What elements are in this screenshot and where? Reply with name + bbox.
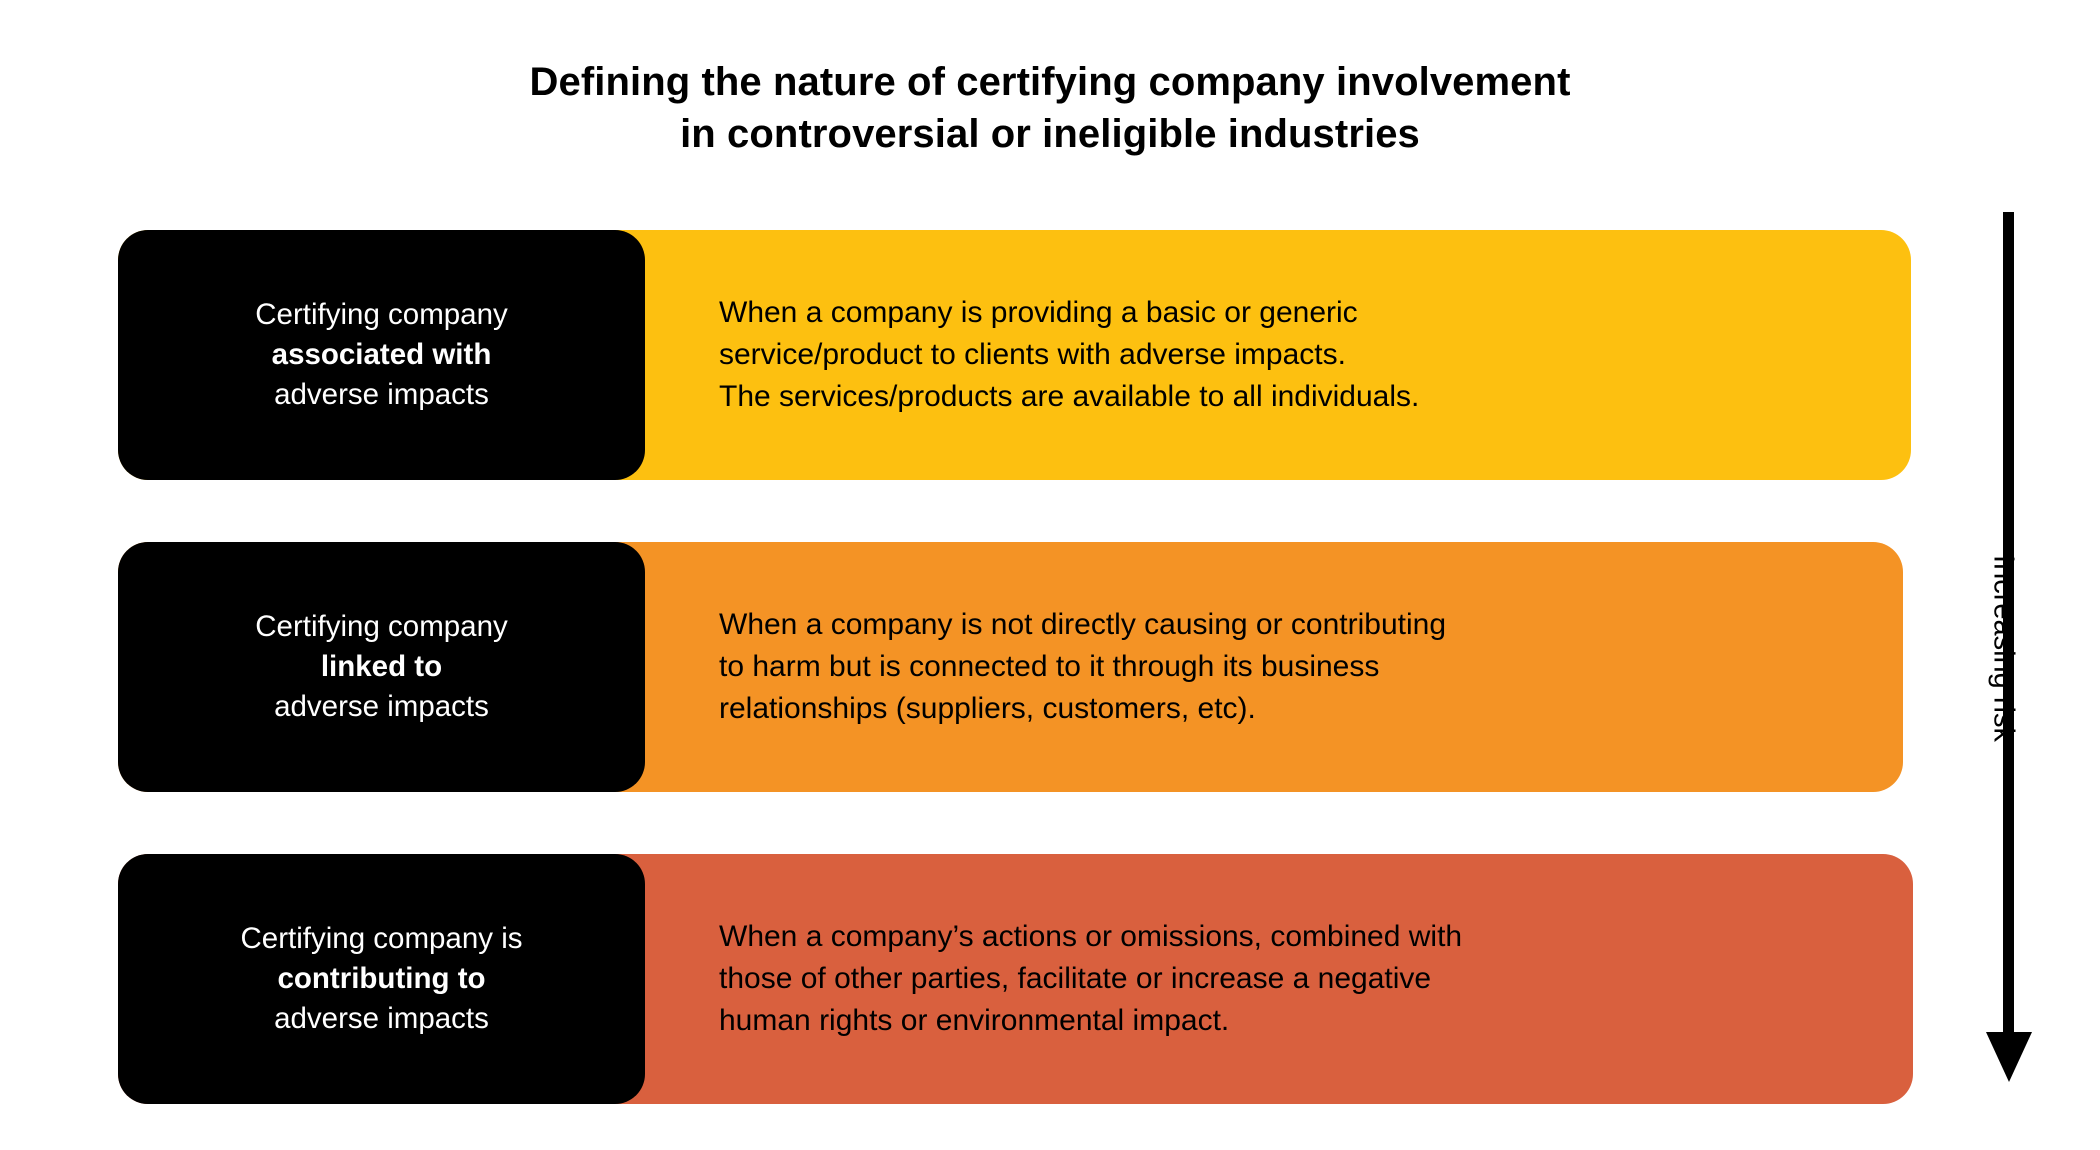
risk-row-associated-description-line-3: The services/products are available to all individuals. — [719, 380, 1420, 413]
page-title-line-1: Defining the nature of certifying company involvement — [529, 60, 1571, 104]
risk-row-linked — [118, 542, 1903, 792]
risk-row-associated-label-line-1: Certifying company — [255, 297, 508, 331]
page-title-line-2: in controversial or ineligible industries — [680, 112, 1420, 156]
risk-row-contributing-description — [645, 854, 1913, 1104]
risk-row-contributing-description-line-3: human rights or environmental impact. — [719, 1004, 1230, 1037]
risk-row-linked-label — [118, 542, 645, 792]
risk-row-contributing-label-line-2: contributing to — [277, 961, 486, 995]
page-title — [0, 56, 2100, 160]
increasing-risk-label: Increasing risk — [1987, 555, 2020, 742]
risk-row-linked-label-line-2: linked to — [320, 649, 443, 683]
risk-row-linked-description — [645, 542, 1903, 792]
risk-row-linked-description-line-1: When a company is not directly causing or contributing — [719, 608, 1447, 641]
risk-row-associated-label-line-3: adverse impacts — [274, 378, 489, 412]
risk-row-associated-description-line-1: When a company is providing a basic or generic — [719, 296, 1358, 329]
increasing-risk-arrow — [1975, 212, 2045, 1092]
risk-row-contributing-label — [118, 854, 645, 1104]
risk-row-associated — [118, 230, 1911, 480]
risk-row-associated-description — [645, 230, 1911, 480]
risk-row-contributing-label-line-3: adverse impacts — [274, 1002, 489, 1036]
risk-row-linked-description-line-3: relationships (suppliers, customers, etc). — [719, 692, 1256, 725]
risk-row-contributing — [118, 854, 1913, 1104]
risk-row-contributing-description-line-2: those of other parties, facilitate or increase a negative — [719, 962, 1432, 995]
risk-row-contributing-label-line-1: Certifying company is — [240, 921, 523, 955]
risk-row-linked-label-line-3: adverse impacts — [274, 690, 489, 724]
risk-row-associated-label-line-2: associated with — [271, 337, 492, 371]
risk-row-associated-description-line-2: service/product to clients with adverse impacts. — [719, 338, 1346, 371]
risk-row-linked-description-line-2: to harm but is connected to it through its business — [719, 650, 1380, 683]
risk-row-associated-label — [118, 230, 645, 480]
arrow-head-icon — [1986, 1032, 2032, 1082]
risk-rows — [118, 230, 1911, 1104]
risk-row-linked-label-line-1: Certifying company — [255, 609, 508, 643]
risk-row-contributing-description-line-1: When a company’s actions or omissions, combined with — [719, 920, 1463, 953]
